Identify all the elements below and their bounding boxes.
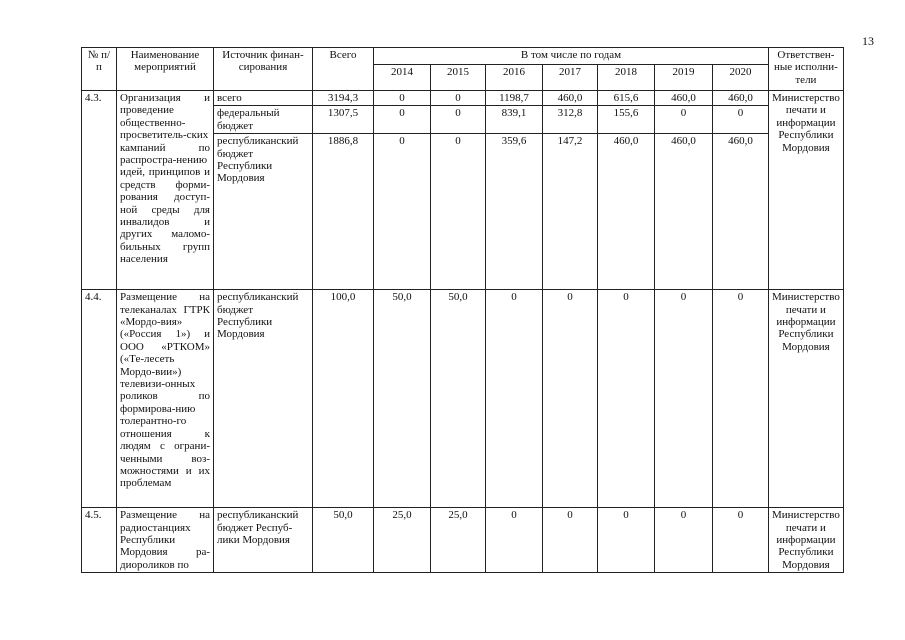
row-value: 0 — [598, 290, 655, 508]
row-value: 460,0 — [713, 134, 769, 290]
header-year: 2017 — [543, 64, 598, 90]
row-value: 0 — [374, 134, 431, 290]
row-source: республиканский бюджет Республики Мордовия — [214, 290, 313, 508]
header-source: Источник финан-сирования — [214, 48, 313, 91]
row-name: Размещение на радиостанциях Республики Мордовия ра-диороликов по — [117, 508, 214, 573]
row-value: 0 — [543, 290, 598, 508]
header-year: 2019 — [655, 64, 713, 90]
row-value: 359,6 — [486, 134, 543, 290]
header-num: № п/п — [82, 48, 117, 91]
header-year: 2018 — [598, 64, 655, 90]
row-total: 50,0 — [313, 508, 374, 573]
row-value: 1198,7 — [486, 91, 543, 106]
row-value: 0 — [655, 106, 713, 134]
row-value: 155,6 — [598, 106, 655, 134]
program-table — [81, 47, 844, 573]
header-name: Наименование мероприятий — [117, 48, 214, 91]
row-value: 0 — [486, 290, 543, 508]
row-value: 460,0 — [713, 91, 769, 106]
row-responsible: Министерство печати и информации Республики Мордовия — [769, 508, 844, 573]
row-value: 460,0 — [655, 91, 713, 106]
row-value: 0 — [431, 106, 486, 134]
row-value: 0 — [431, 91, 486, 106]
header-years-group: В том числе по годам — [374, 48, 769, 65]
row-name: Размещение на телеканалах ГТРК «Мордо-вия» («Россия 1») и ООО «РТКОМ» («Те-лесеть Мордо-вии») телевизи-онных роликов по формирова-нию толерантно-го отношения к людям с ограни-ченными воз-можностями и их проблемам — [117, 290, 214, 508]
row-source: федеральный бюджет — [214, 106, 313, 134]
row-num: 4.5. — [82, 508, 117, 573]
row-responsible: Министерство печати и информации Республики Мордовия — [769, 91, 844, 290]
row-total: 1886,8 — [313, 134, 374, 290]
row-source: республиканский бюджет Республики Мордовия — [214, 134, 313, 290]
row-value: 147,2 — [543, 134, 598, 290]
row-value: 25,0 — [374, 508, 431, 573]
row-value: 0 — [655, 290, 713, 508]
row-value: 839,1 — [486, 106, 543, 134]
row-source: всего — [214, 91, 313, 106]
row-value: 460,0 — [543, 91, 598, 106]
row-value: 460,0 — [655, 134, 713, 290]
header-year: 2020 — [713, 64, 769, 90]
row-value: 615,6 — [598, 91, 655, 106]
row-value: 25,0 — [431, 508, 486, 573]
row-num: 4.4. — [82, 290, 117, 508]
header-year: 2016 — [486, 64, 543, 90]
row-source: республиканский бюджет Респуб-лики Мордовия — [214, 508, 313, 573]
row-responsible: Министерство печати и информации Республики Мордовия — [769, 290, 844, 508]
row-name: Организация и проведение общественно-просветитель-ских кампаний по распростра-нению идей, принципов и средств форми-рования доступ-ной среды для инвалидов и других маломо-бильных групп населения — [117, 91, 214, 290]
row-value: 0 — [655, 508, 713, 573]
row-value: 312,8 — [543, 106, 598, 134]
header-responsible: Ответствен-ные исполни-тели — [769, 48, 844, 91]
page-number: 13 — [862, 34, 874, 48]
header-year: 2014 — [374, 64, 431, 90]
row-total: 100,0 — [313, 290, 374, 508]
row-value: 0 — [374, 91, 431, 106]
row-value: 0 — [598, 508, 655, 573]
row-num: 4.3. — [82, 91, 117, 290]
row-value: 0 — [374, 106, 431, 134]
row-value: 0 — [431, 134, 486, 290]
header-total: Всего — [313, 48, 374, 91]
row-value: 0 — [713, 106, 769, 134]
row-total: 3194,3 — [313, 91, 374, 106]
row-value: 50,0 — [431, 290, 486, 508]
row-value: 460,0 — [598, 134, 655, 290]
header-year: 2015 — [431, 64, 486, 90]
row-value: 0 — [543, 508, 598, 573]
row-value: 0 — [486, 508, 543, 573]
row-value: 0 — [713, 508, 769, 573]
row-value: 0 — [713, 290, 769, 508]
row-total: 1307,5 — [313, 106, 374, 134]
row-value: 50,0 — [374, 290, 431, 508]
